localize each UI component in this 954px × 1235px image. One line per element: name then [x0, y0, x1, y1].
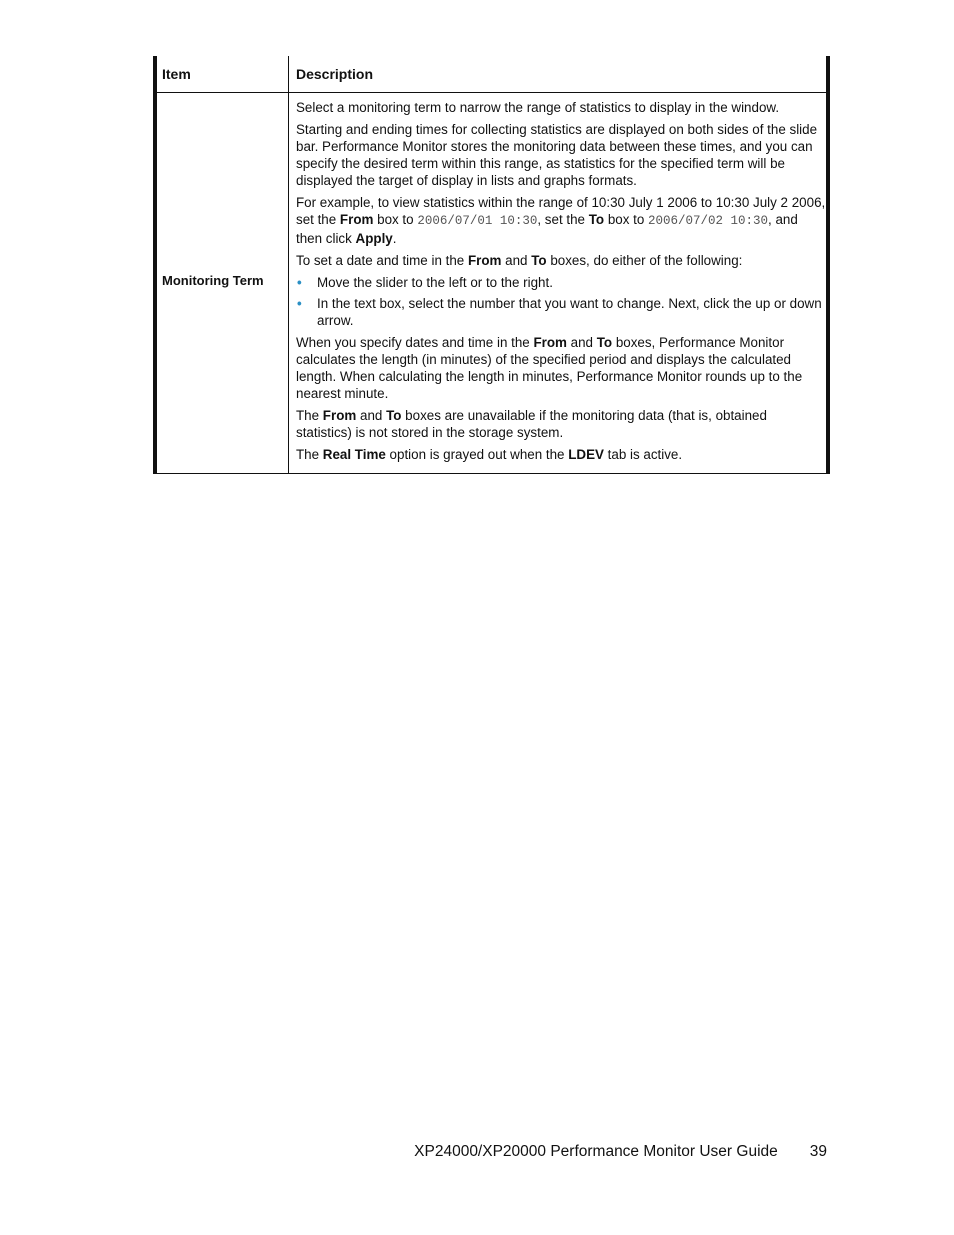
header-item: Item — [162, 66, 191, 82]
column-divider — [288, 56, 289, 473]
text: and — [356, 408, 387, 423]
text: boxes, do either of the following: — [546, 253, 743, 268]
footer-title: XP24000/XP20000 Performance Monitor User Guide — [414, 1143, 778, 1160]
text: The — [296, 447, 323, 462]
bullet-icon: • — [297, 296, 302, 311]
bold-from: From — [339, 212, 374, 227]
text: The — [296, 408, 323, 423]
list-item-text: In the text box, select the number that you want to change. Next, click the up or down arrow. — [317, 296, 822, 328]
text: option is grayed out when the — [385, 447, 569, 462]
bold-real-time: Real Time — [322, 447, 386, 462]
desc-paragraph-2: Starting and ending times for collecting statistics are displayed on both sides of the slide bar. Performance Monitor stores the monitoring data between these times, and you can specify the desired term within this range, as statistics for the specified term will be displayed the target of display in lists and graphs formats. — [296, 122, 818, 188]
bold-to: To — [386, 408, 402, 423]
bold-from: From — [533, 335, 567, 350]
text: To set a date and time in the — [296, 253, 468, 268]
bold-to: To — [588, 212, 605, 227]
text: box to — [604, 212, 649, 227]
item-monitoring-term: Monitoring Term — [162, 273, 264, 288]
desc-paragraph-4 — [296, 252, 826, 269]
code-to-value: 2006/07/02 10:30 — [648, 214, 769, 228]
text: tab is active. — [603, 447, 683, 462]
text: When you specify dates and time in the — [296, 335, 534, 350]
text: box to — [373, 212, 418, 227]
bullet-icon: • — [297, 275, 302, 290]
text: , set the — [537, 212, 589, 227]
text: and — [501, 253, 532, 268]
text: For example, to view statistics within the range of 10:30 July 1 2006 to 10:30 July 2 2006, set the — [296, 195, 826, 227]
desc-paragraph-3 — [296, 194, 826, 247]
bold-to: To — [531, 253, 547, 268]
bold-ldev: LDEV — [568, 447, 604, 462]
text: boxes are unavailable if the monitoring data (that is, obtained statistics) is not stored in the storage system. — [296, 408, 767, 440]
desc-paragraph-6 — [296, 407, 826, 441]
text: , and then click — [296, 212, 798, 246]
desc-paragraph-1: Select a monitoring term to narrow the range of statistics to display in the window. — [296, 100, 780, 115]
desc-paragraph-7 — [296, 446, 826, 463]
bold-apply: Apply — [355, 231, 393, 246]
header-description: Description — [296, 66, 374, 82]
list-item-text: Move the slider to the left or to the right. — [317, 275, 553, 290]
desc-paragraph-5 — [296, 334, 826, 402]
description-cell — [296, 99, 826, 468]
bold-to: To — [596, 335, 613, 350]
page-number: 39 — [809, 1143, 827, 1160]
page-footer — [400, 1143, 827, 1161]
text: and — [566, 335, 597, 350]
description-table — [153, 56, 830, 474]
code-from-value: 2006/07/01 10:30 — [417, 214, 538, 228]
text: boxes, Performance Monitor calculates the length (in minutes) of the specified period and displays the calculated length. When calculating the length in minutes, Performance Monitor rounds up to the nearest minute. — [296, 335, 803, 401]
header-rule — [157, 92, 826, 93]
bold-from: From — [322, 408, 357, 423]
list-item — [296, 274, 826, 291]
list-item — [296, 295, 826, 329]
options-list — [296, 274, 826, 329]
text: . — [392, 231, 397, 246]
bold-from: From — [467, 253, 502, 268]
